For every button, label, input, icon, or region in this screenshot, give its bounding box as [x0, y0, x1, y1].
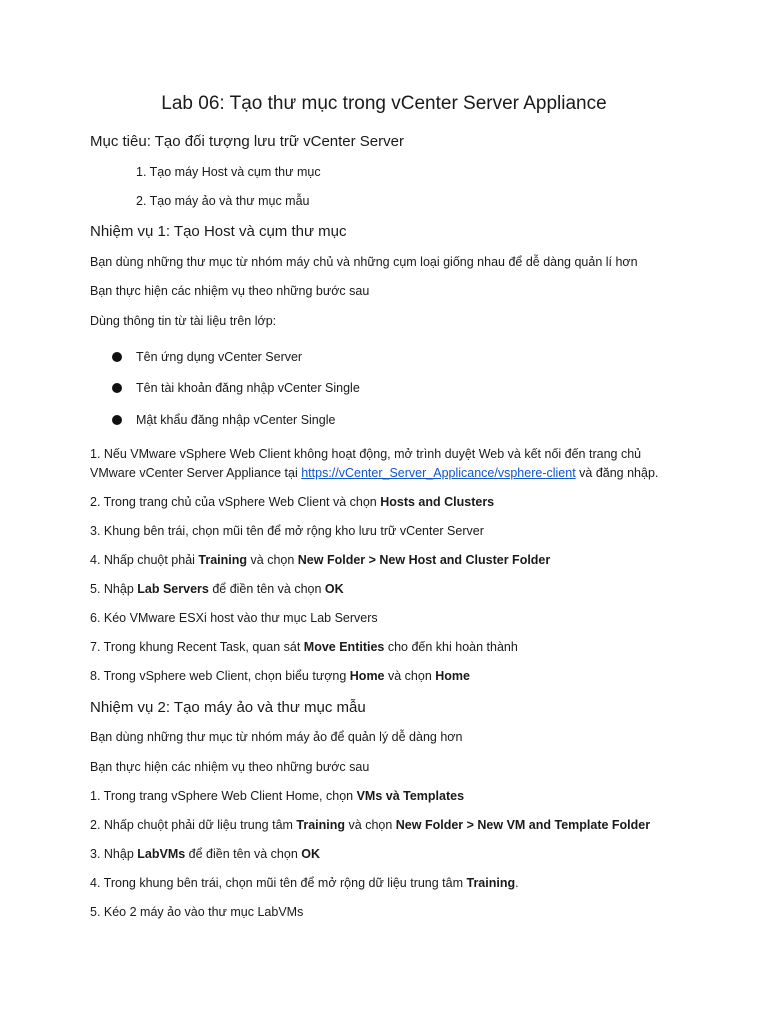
task2-heading: Nhiệm vụ 2: Tạo máy ảo và thư mục mẫu	[90, 699, 366, 716]
task1-step-4: 4. Nhấp chuột phải Training và chọn New Folder > New Host and Cluster Folder	[90, 553, 551, 567]
task1-step-3: 3. Khung bên trái, chọn mũi tên để mở rộng kho lưu trữ vCenter Server	[90, 524, 484, 538]
page-title: Lab 06: Tạo thư mục trong vCenter Server Appliance	[161, 93, 607, 114]
task1-step-2: 2. Trong trang chủ của vSphere Web Client và chọn Hosts and Clusters	[90, 495, 495, 509]
task1-step-6: 6. Kéo VMware ESXi host vào thư mục Lab Servers	[90, 611, 378, 625]
bullet-item: Tên ứng dụng vCenter Server	[112, 350, 302, 364]
task2-step-5: 5. Kéo 2 máy ảo vào thư mục LabVMs	[90, 905, 304, 919]
bullet-dot-icon	[112, 415, 122, 425]
task2-step-2: 2. Nhấp chuột phải dữ liệu trung tâm Training và chọn New Folder > New VM and Template Folder	[90, 818, 651, 832]
task1-heading: Nhiệm vụ 1: Tạo Host và cụm thư mục	[90, 223, 347, 240]
task1-step-7: 7. Trong khung Recent Task, quan sát Move Entities cho đến khi hoàn thành	[90, 640, 518, 654]
objective-item: 1. Tạo máy Host và cụm thư mục	[136, 165, 321, 179]
task1-step-5: 5. Nhập Lab Servers để điền tên và chọn OK	[90, 582, 344, 596]
task1-intro: Bạn thực hiện các nhiệm vụ theo những bước sau	[90, 284, 370, 298]
task2-step-3: 3. Nhập LabVMs để điền tên và chọn OK	[90, 847, 321, 861]
task1-step-8: 8. Trong vSphere web Client, chọn biểu tượng Home và chọn Home	[90, 669, 470, 683]
task1-step-1-cont: VMware vCenter Server Appliance tại https://vCenter_Server_Applicance/vsphere-client và đăng nhập.	[90, 466, 659, 480]
task2-step-4: 4. Trong khung bên trái, chọn mũi tên để mở rộng dữ liệu trung tâm Training.	[90, 876, 519, 890]
task1-step-1: 1. Nếu VMware vSphere Web Client không hoạt động, mở trình duyệt Web và kết nối đến trang chủ	[90, 447, 642, 461]
task1-intro: Dùng thông tin từ tài liệu trên lớp:	[90, 314, 277, 328]
vsphere-client-link[interactable]: https://vCenter_Server_Applicance/vsphere-client	[301, 466, 576, 480]
bullet-dot-icon	[112, 383, 122, 393]
bullet-item: Tên tài khoản đăng nhập vCenter Single	[112, 381, 360, 395]
objective-heading: Mục tiêu: Tạo đối tượng lưu trữ vCenter Server	[90, 133, 404, 150]
task1-intro: Bạn dùng những thư mục từ nhóm máy chủ và những cụm loại giống nhau để dễ dàng quản lí hơn	[90, 255, 638, 269]
task2-intro: Bạn thực hiện các nhiệm vụ theo những bước sau	[90, 760, 370, 774]
bullet-dot-icon	[112, 352, 122, 362]
objective-item: 2. Tạo máy ảo và thư mục mẫu	[136, 194, 310, 208]
task2-step-1: 1. Trong trang vSphere Web Client Home, chọn VMs và Templates	[90, 789, 465, 803]
task2-intro: Bạn dùng những thư mục từ nhóm máy ảo để quản lý dễ dàng hơn	[90, 730, 463, 744]
bullet-item: Mật khẩu đăng nhập vCenter Single	[112, 413, 335, 427]
